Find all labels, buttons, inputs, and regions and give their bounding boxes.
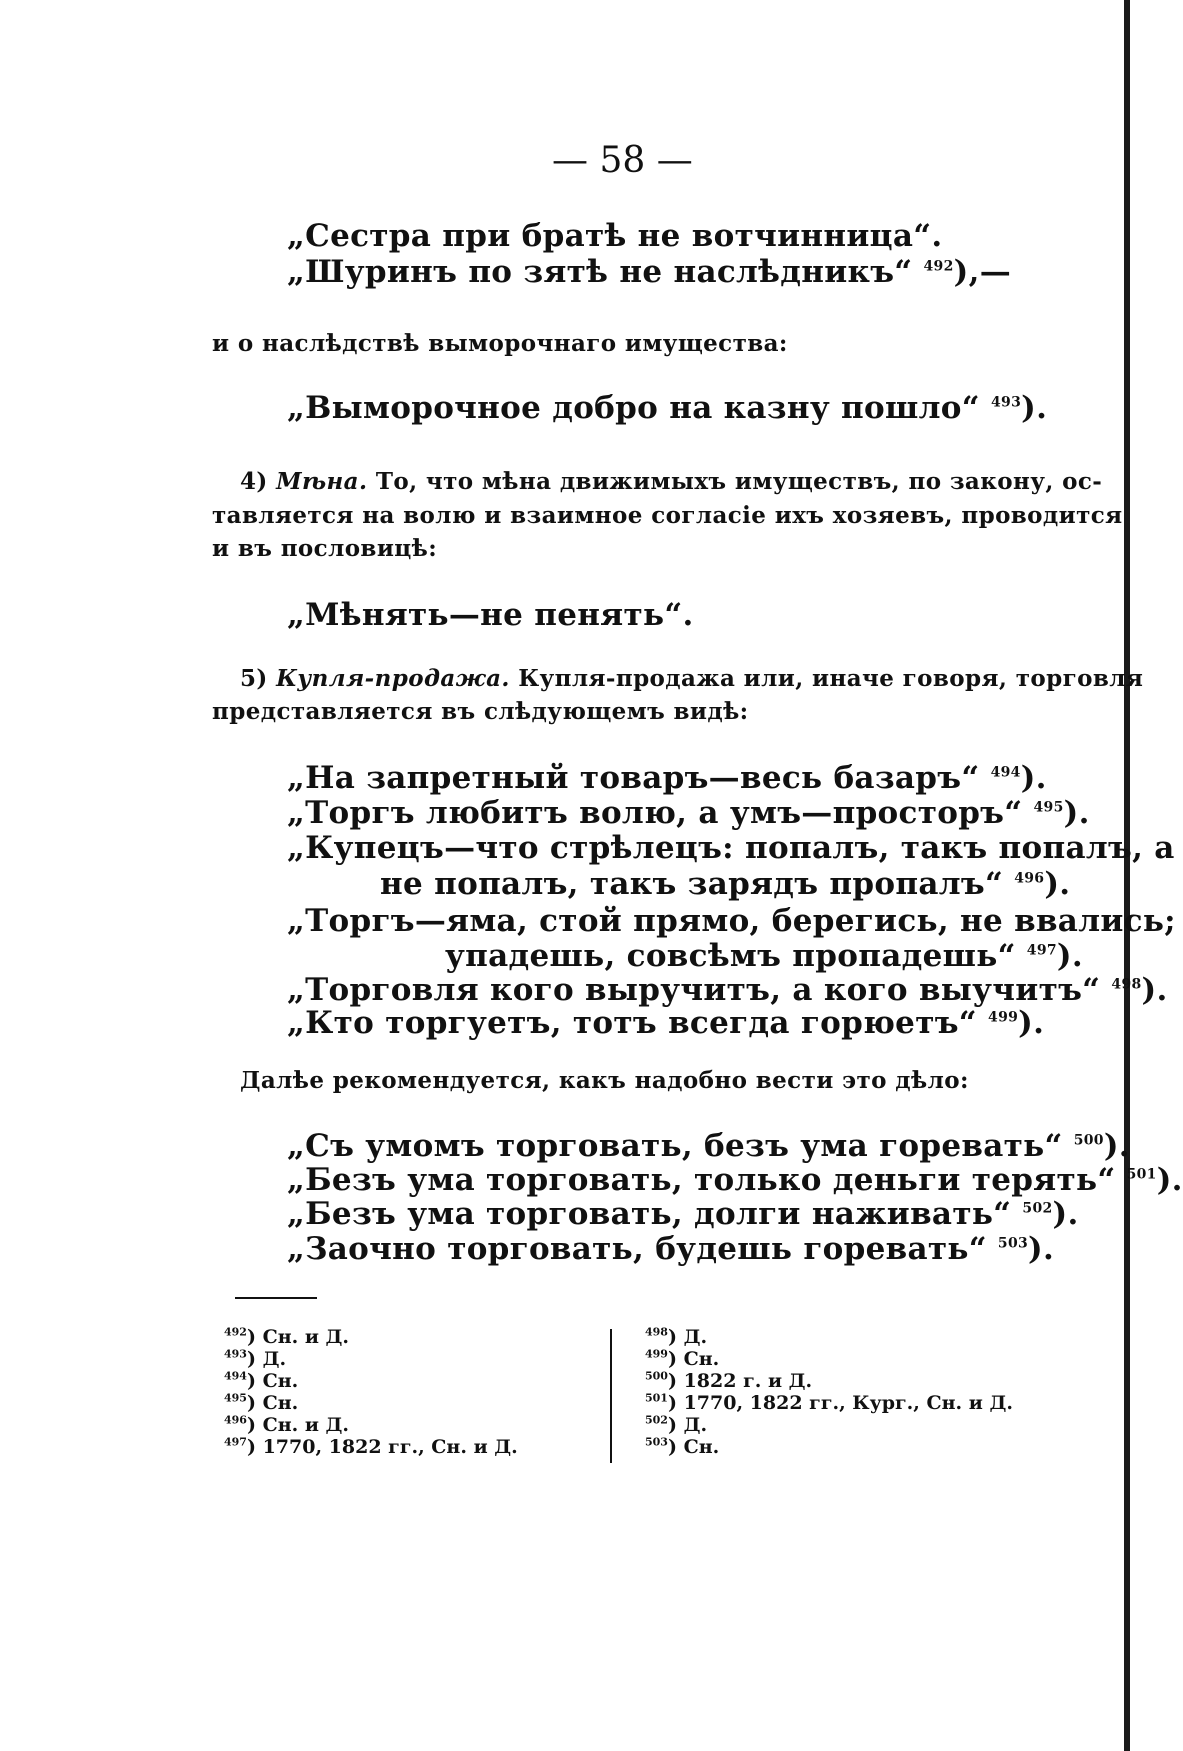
paragraph-line: Далѣе рекомендуется, какъ надобно вести это дѣло:: [240, 1067, 969, 1094]
footnote: $^{503}$) Сн.: [645, 1435, 720, 1458]
footnote-separator: [235, 1297, 317, 1299]
proverb-line: „На запретный товаръ—весь базаръ“ $^{494}$).: [287, 760, 1047, 796]
footnote: $^{501}$) 1770, 1822 гг., Кург., Сн. и Д.: [645, 1391, 1014, 1414]
paragraph-line: тавляется на волю и взаимное согласіе ихъ хозяевъ, проводится: [212, 502, 1123, 529]
paragraph-line: представляется въ слѣдующемъ видѣ:: [212, 698, 749, 725]
proverb-line: „Безъ ума торговать, долги наживать“ $^{502}$).: [287, 1196, 1079, 1232]
paragraph-line: и о наслѣдствѣ выморочнаго имущества:: [212, 330, 788, 357]
proverb-line: „Сестра при братѣ не вотчинница“.: [287, 218, 943, 254]
footnote: $^{493}$) Д.: [224, 1347, 287, 1370]
footnote: $^{500}$) 1822 г. и Д.: [645, 1369, 813, 1392]
proverb-line: упадешь, совсѣмъ пропадешь“ $^{497}$).: [445, 938, 1083, 974]
proverb-line: „Мѣнять—не пенять“.: [287, 597, 694, 633]
footnote: $^{494}$) Сн.: [224, 1369, 299, 1392]
footnote: $^{498}$) Д.: [645, 1325, 708, 1348]
proverb-line: „Заочно торговать, будешь горевать“ $^{503}$).: [287, 1231, 1055, 1267]
footnote: $^{492}$) Сн. и Д.: [224, 1325, 350, 1348]
proverb-line: „Шуринъ по зятѣ не наслѣдникъ“ $^{492}$),—: [287, 254, 1012, 290]
proverb-line: „Выморочное добро на казну пошло“ $^{493}$).: [287, 390, 1048, 426]
footnote: $^{496}$) Сн. и Д.: [224, 1413, 350, 1436]
scan-border-line: [1124, 0, 1130, 1751]
footnote: $^{497}$) 1770, 1822 гг., Сн. и Д.: [224, 1435, 518, 1458]
proverb-line: „Торгъ любитъ волю, а умъ—просторъ“ $^{495}$).: [287, 795, 1090, 831]
footnote: $^{495}$) Сн.: [224, 1391, 299, 1414]
paragraph-line: 5) Купля-продажа. Купля-продажа или, иначе говоря, торговля: [240, 665, 1144, 692]
paragraph-line: и въ пословицѣ:: [212, 535, 438, 562]
section-title: Купля-продажа.: [276, 665, 510, 692]
proverb-line: „Торгъ—яма, стой прямо, берегись, не ввались;: [287, 903, 1176, 939]
proverb-line: не попалъ, такъ зарядъ пропалъ“ $^{496}$).: [380, 866, 1071, 902]
page-number: — 58 —: [552, 140, 693, 181]
proverb-line: „Безъ ума торговать, только деньги терять“ $^{501}$).: [287, 1162, 1183, 1198]
section-number: 4): [240, 468, 268, 495]
proverb-line: „Кто торгуетъ, тотъ всегда горюетъ“ $^{499}$).: [287, 1005, 1045, 1041]
proverb-line: „Съ умомъ торговать, безъ ума горевать“ $^{500}$).: [287, 1128, 1130, 1164]
footnote: $^{499}$) Сн.: [645, 1347, 720, 1370]
proverb-line: „Торговля кого выручитъ, а кого выучитъ“ $^{498}$).: [287, 972, 1168, 1008]
footnote-column-divider: [610, 1329, 612, 1463]
section-number: 5): [240, 665, 268, 692]
section-title: Мѣна.: [276, 468, 368, 495]
proverb-line: „Купецъ—что стрѣлецъ: попалъ, такъ попалъ, а: [287, 830, 1175, 866]
paragraph-line: 4) Мѣна. То, что мѣна движимыхъ имуществъ, по закону, ос-: [240, 468, 1103, 495]
footnote: $^{502}$) Д.: [645, 1413, 708, 1436]
